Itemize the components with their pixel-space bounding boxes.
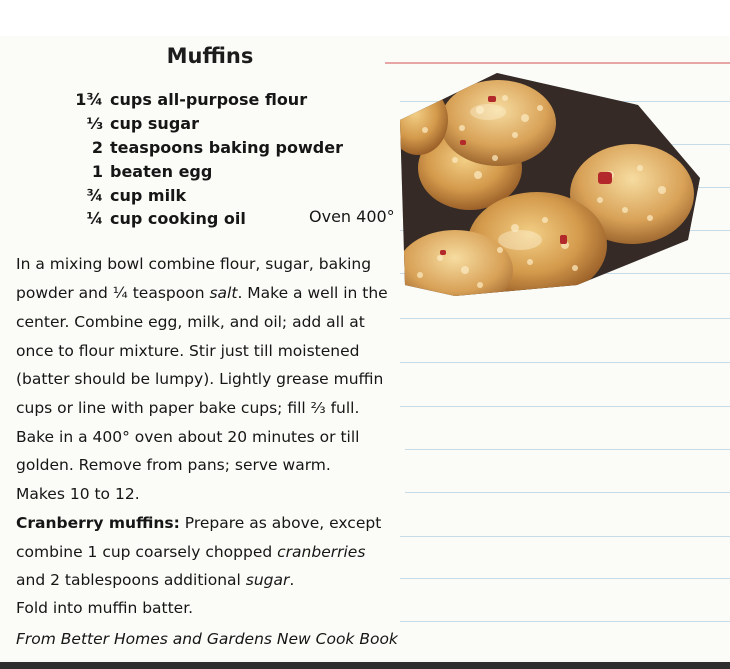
yield-line: Makes 10 to 12. [16,485,140,503]
ingredient-quantity: 2 [91,138,103,157]
variation-line [16,514,381,532]
ingredient-emphasis: salt [209,284,238,302]
ingredient-quantity: ¼ [86,209,103,228]
variation-line: Fold into muffin batter. [16,599,194,617]
ingredient-text: beaten egg [110,162,213,181]
source-credit: From Better Homes and Gardens New Cook Book [16,630,398,648]
direction-text: powder and ¼ teaspoon [16,284,210,302]
direction-line: Bake in a 400° oven about 20 minutes or till [16,428,360,446]
direction-line [16,284,388,302]
ingredient-quantity: ¾ [86,186,103,205]
direction-line: In a mixing bowl combine flour, sugar, baking [16,255,372,273]
direction-line: golden. Remove from pans; serve warm. [16,456,331,474]
ingredient-quantity: 1 [91,162,103,181]
ingredient-quantity: ⅓ [86,114,103,133]
variation-text: and 2 tablespoons additional [16,571,246,589]
ingredient-emphasis: sugar [245,571,290,589]
ingredient-text: cup milk [110,186,187,205]
ingredient-text: teaspoons baking powder [110,138,343,157]
ingredient-quantity: 1¾ [75,90,103,109]
ingredient-text: cup cooking oil [110,209,246,228]
direction-line: (batter should be lumpy). Lightly grease muffin [16,370,384,388]
oven-temperature: Oven 400° [309,207,395,226]
variation-line [16,543,365,561]
variation-line [16,571,294,589]
recipe-title: Muffins [166,44,254,68]
direction-line: once to flour mixture. Stir just till moistened [16,342,360,360]
ingredient-text: cups all-purpose flour [110,90,308,109]
bottom-edge [0,662,730,669]
direction-line: center. Combine egg, milk, and oil; add all at [16,313,365,331]
variation-text: . [289,571,295,589]
direction-line: cups or line with paper bake cups; fill ⅔ full. [16,399,360,417]
variation-text: Prepare as above, except [179,514,382,532]
variation-heading: Cranberry muffins: [16,514,180,532]
direction-text: . Make a well in the [237,284,388,302]
variation-text: combine 1 cup coarsely chopped [16,543,278,561]
ingredient-text: cup sugar [110,114,199,133]
ingredient-emphasis: cranberries [277,543,366,561]
